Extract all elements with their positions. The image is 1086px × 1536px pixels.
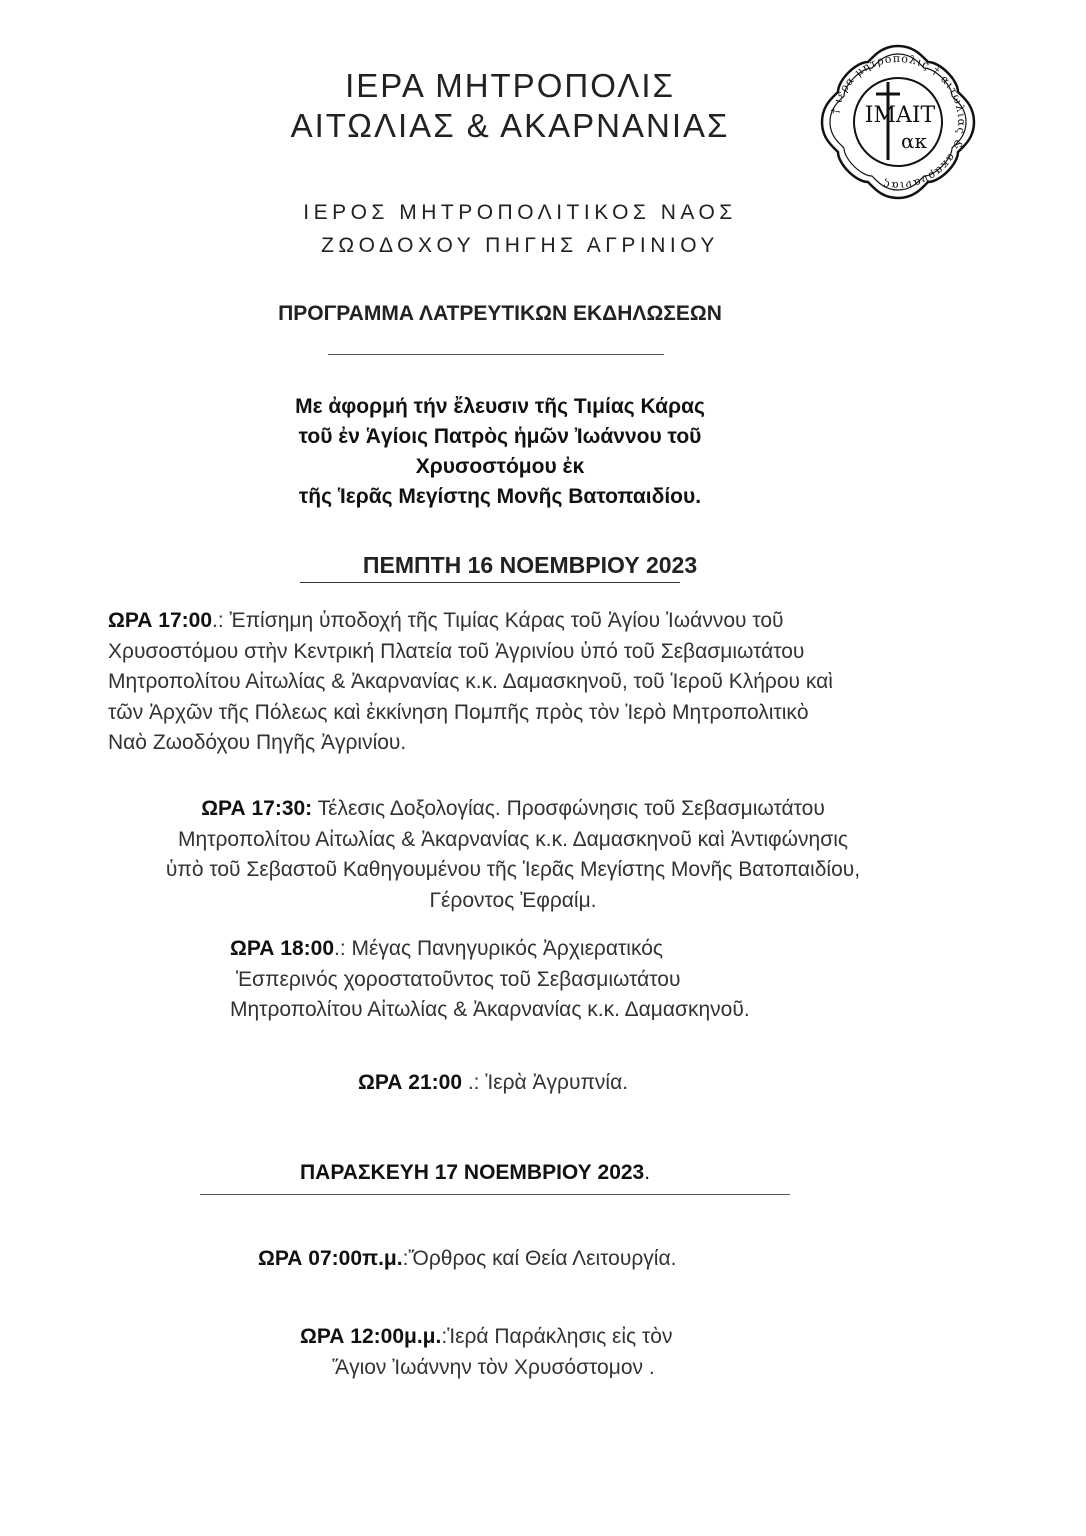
intro-line3: Χρυσοστόμου ἐκ (415, 455, 585, 478)
event-0700-text: :Ὄρθρος καί Θεία Λειτουργία. (402, 1247, 677, 1270)
day2-title-text: ΠΑΡΑΣΚΕΥΗ 17 ΝΟΕΜΒΡΙΟΥ 2023 (300, 1161, 645, 1184)
event-1700 (108, 606, 1008, 759)
seal-monogram-top: ΙΜΑΙΤ (864, 103, 936, 128)
event-1800 (230, 934, 910, 1026)
intro-line1: Με ἀφορμή τήν ἔλευσιν τῆς Τιμίας Κάρας (295, 395, 705, 418)
event-1730-time: ΩΡΑ 17:30: (201, 797, 313, 820)
day1-title: ΠΕΜΠΤΗ 16 ΝΟΕΜΒΡΙΟΥ 2023 (362, 552, 698, 578)
svg-text:† ιερα μητροπολις † αιτωλιας &: † ιερα μητροπολις † αιτωλιας & ακαρνανιας (828, 51, 969, 193)
event-1700-line2: Χρυσοστόμου στὴν Κεντρική Πλατεία τοῦ Ἀγρινίου ὑπό τοῦ Σεβασμιωτάτου (108, 639, 805, 663)
event-0700-time: ΩΡΑ 07:00π.μ. (258, 1247, 403, 1270)
intro-line4: τῆς Ἱερᾶς Μεγίστης Μονῆς Βατοπαιδίου. (298, 485, 702, 508)
event-1800-line2: Ἑσπερινός χοροστατοῦντος τοῦ Σεβασμιωτάτου (236, 967, 681, 991)
event-1730-line3: ὑπὸ τοῦ Σεβαστοῦ Καθηγουμένου τῆς Ἱερᾶς Μεγίστης Μονῆς Βατοπαιδίου, (165, 858, 861, 881)
event-1730-line4: Γέροντος Ἐφραίμ. (429, 888, 597, 912)
event-2100 (358, 1068, 858, 1099)
event-1700-line5: Ναὸ Ζωοδόχου Πηγῆς Ἀγρινίου. (108, 731, 407, 754)
church-name (160, 196, 880, 262)
day2-title: ΠΑΡΑΣΚΕΥΗ 17 ΝΟΕΜΒΡΙΟΥ 2023. (300, 1161, 651, 1184)
event-1700-time: ΩΡΑ 17:00 (108, 609, 212, 632)
divider (328, 354, 664, 355)
metropolis-seal-icon (818, 42, 978, 202)
event-1700-text: Ἐπίσημη ὑποδοχή τῆς Τιμίας Κάρας τοῦ Ἁγίου Ἰωάννου τοῦ (229, 609, 784, 632)
church-name-line1: ΙΕΡΟΣ ΜΗΤΡΟΠΟΛΙΤΙΚΟΣ ΝΑΟΣ (303, 201, 737, 224)
event-0700 (258, 1244, 958, 1275)
diocese-title-line1: ΙΕΡΑ ΜΗΤΡΟΠΟΛΙΣ (345, 67, 675, 104)
event-1800-line1: ΩΡΑ 18:00.: Μέγας Πανηγυρικός Ἀρχιερατικός (230, 937, 664, 960)
day1-underline (300, 582, 680, 583)
event-1200-text: :Ἱερά Παράκλησις εἰς τὸν (441, 1325, 673, 1348)
event-1200-time: ΩΡΑ 12:00μ.μ. (300, 1325, 442, 1348)
event-2100-text: .: Ἱερὰ Ἀγρυπνία. (462, 1071, 629, 1094)
event-1200-line1 (300, 1322, 900, 1353)
event-1200 (300, 1322, 900, 1383)
event-1700-line1: ΩΡΑ 17:00.: Ἐπίσημη ὑποδοχή τῆς Τιμίας Κάρας τοῦ Ἁγίου Ἰωάννου τοῦ (108, 609, 784, 632)
event-2100-time: ΩΡΑ 21:00 (358, 1071, 462, 1094)
event-1800-line3: Μητροπολίτου Αἰτωλίας & Ἀκαρνανίας κ.κ. Δαμασκηνοῦ. (230, 998, 750, 1021)
event-1700-line4: τῶν Ἀρχῶν τῆς Πόλεως καὶ ἐκκίνηση Πομπῆς πρὸς τὸν Ἱερὸ Μητροπολιτικὸ (108, 700, 809, 724)
diocese-title (150, 66, 870, 146)
day2-underline (200, 1194, 790, 1195)
intro-text (200, 392, 800, 512)
event-1800-time: ΩΡΑ 18:00 (230, 937, 334, 960)
diocese-title-line2: ΑΙΤΩΛΙΑΣ & ΑΚΑΡΝΑΝΙΑΣ (290, 107, 730, 144)
event-1200-line2: Ἅγιον Ἰωάννην τὸν Χρυσόστομον . (332, 1355, 655, 1379)
event-1730-line1 (80, 794, 946, 825)
seal-monogram-bottom: ακ (900, 129, 928, 153)
event-1800-text: Μέγας Πανηγυρικός Ἀρχιερατικός (351, 937, 664, 960)
event-1730-text: Τέλεσις Δοξολογίας. Προσφώνησις τοῦ Σεβασμιωτάτου (312, 797, 825, 820)
intro-line2: τοῦ ἐν Ἁγίοις Πατρὸς ἡμῶν Ἰωάννου τοῦ (298, 425, 702, 448)
church-name-line2: ΖΩΟΔΟΧΟΥ ΠΗΓΗΣ ΑΓΡΙΝΙΟΥ (321, 234, 719, 257)
event-1700-line3: Μητροπολίτου Αἰτωλίας & Ἀκαρνανίας κ.κ. Δαμασκηνοῦ, τοῦ Ἱεροῦ Κλήρου καὶ (108, 670, 833, 693)
program-title: ΠΡΟΓΡΑΜΜΑ ΛΑΤΡΕΥΤΙΚΩΝ ΕΚΔΗΛΩΣΕΩΝ (278, 302, 722, 325)
event-1730-line2: Μητροπολίτου Αἰτωλίας & Ἀκαρνανίας κ.κ. Δαμασκηνοῦ καὶ Ἀντιφώνησις (178, 827, 848, 851)
event-1730 (80, 794, 946, 916)
